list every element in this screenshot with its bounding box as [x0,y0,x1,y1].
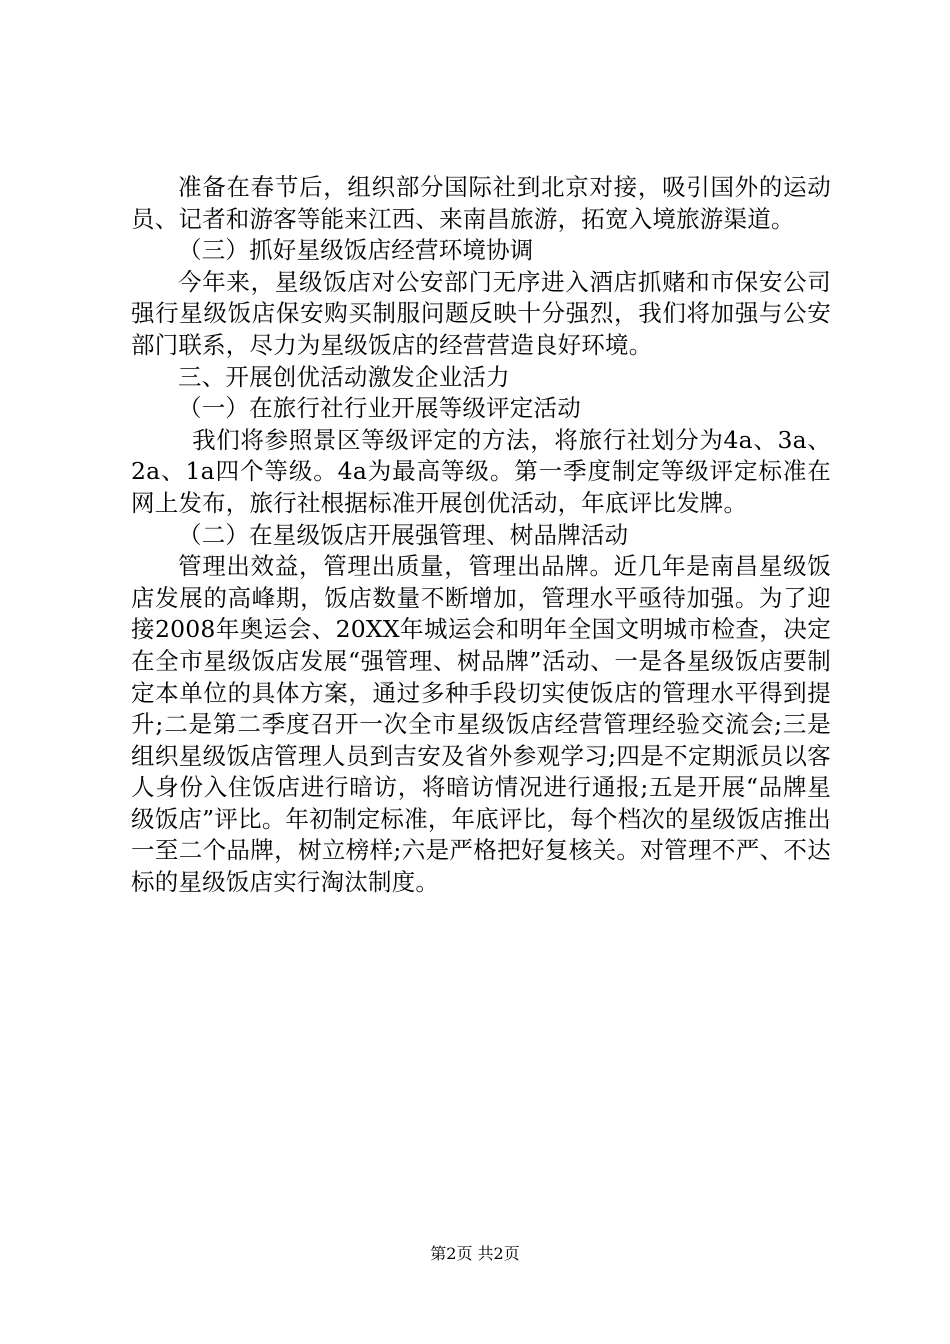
paragraph-travel-agency-grading: 我们将参照景区等级评定的方法，将旅行社划分为4a、3a、2a、1a四个等级。4a为最高等级。第一季度制定等级评定标准在网上发布，旅行社根据标准开展创优活动，年底评比发牌。 [131,425,831,517]
section-heading-hotel-environment: （三）抓好星级饭店经营环境协调 [178,236,534,265]
section-heading-travel-agency-grading: （一）在旅行社行业开展等级评定活动 [178,394,581,423]
paragraph-hotel-brand: 管理出效益，管理出质量，管理出品牌。近几年是南昌星级饭店发展的高峰期，饭店数量不断增加，管理水平亟待加强。为了迎接2008年奥运会、20XX年城运会和明年全国文明城市检查，决定在全市星级饭店发展“强管理、树品牌”活动、一是各星级饭店要制定本单位的具体方案，通过多种手段切实使饭店的管理水平得到提升;二是第二季度召开一次全市星级饭店经营管理经验交流会;三是组织星级饭店管理人员到吉安及省外参观学习;四是不定期派员以客人身份入住饭店进行暗访，将暗访情况进行通报;五是开展“品牌星级饭店”评比。年初制定标准，年底评比，每个档次的星级饭店推出一至二个品牌，树立榜样;六是严格把好复核关。对管理不严、不达标的星级饭店实行淘汰制度。 [131,552,831,897]
paragraph-hotel-environment: 今年来，星级饭店对公安部门无序进入酒店抓赌和市保安公司强行星级饭店保安购买制服问题反映十分强烈，我们将加强与公安部门联系，尽力为星级饭店的经营营造良好环境。 [131,267,831,359]
paragraph-inbound-tourism: 准备在春节后，组织部分国际社到北京对接，吸引国外的运动员、记者和游客等能来江西、来南昌旅游，拓宽入境旅游渠道。 [131,173,831,233]
section-heading-hotel-brand: （二）在星级饭店开展强管理、树品牌活动 [178,520,629,549]
document-body [131,172,831,899]
section-heading-excellence-activities: 三、开展创优活动激发企业活力 [178,362,510,391]
page-number-footer: 第2页 共2页 [430,1244,520,1263]
